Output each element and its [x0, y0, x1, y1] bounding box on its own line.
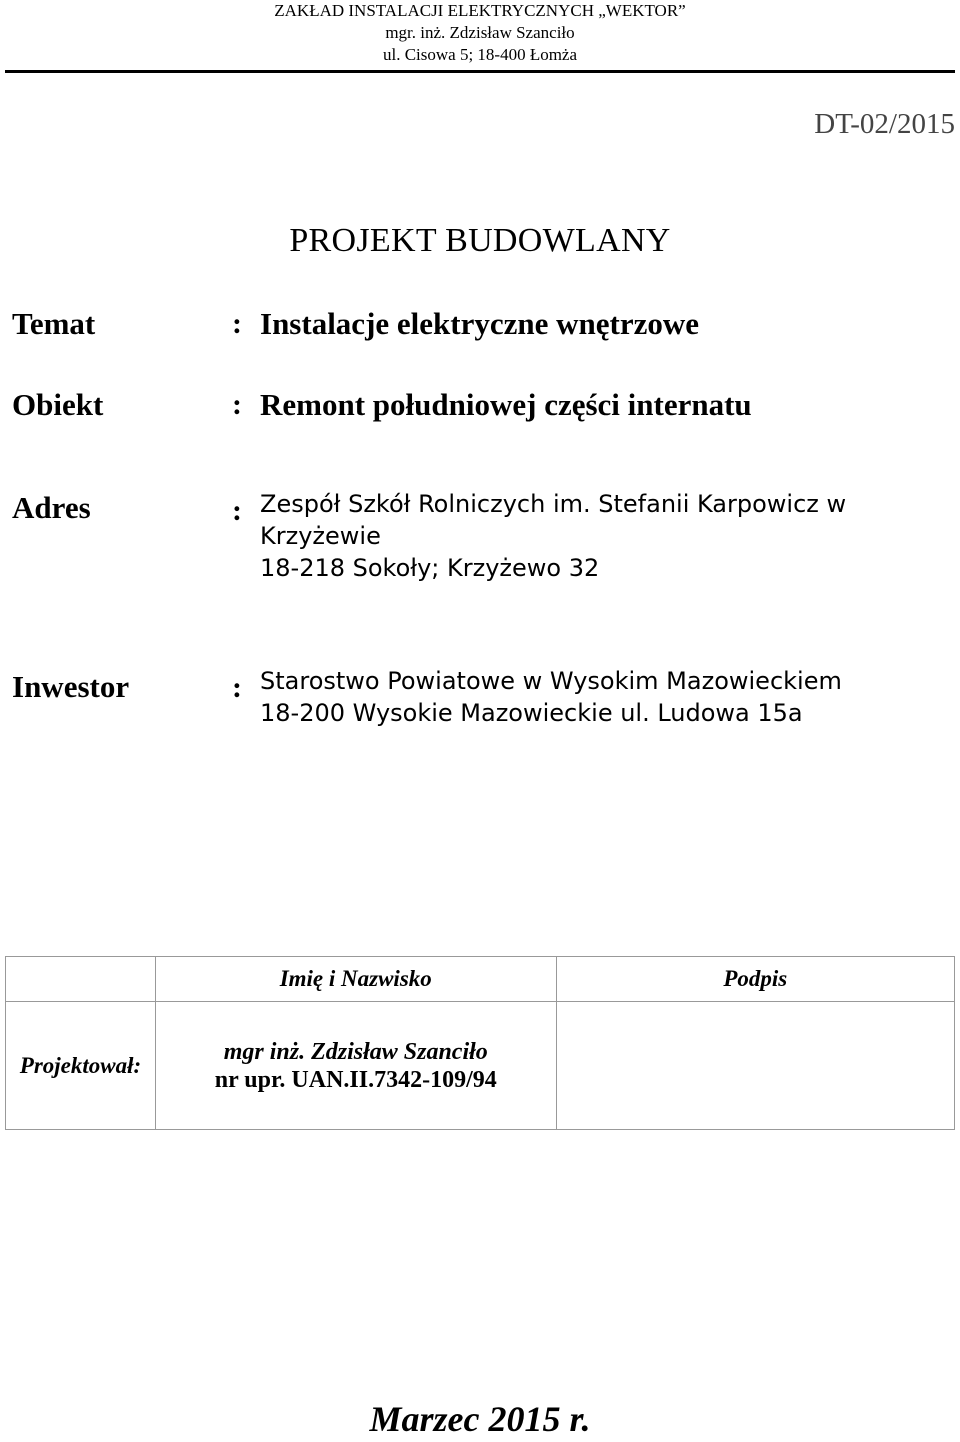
signature-table-row [6, 1002, 955, 1130]
page-title: PROJEKT BUDOWLANY [289, 222, 671, 259]
obiekt-colon: : [232, 388, 242, 421]
document-number: DT-02/2015 [814, 108, 955, 140]
letterhead-company: ZAKŁAD INSTALACJI ELEKTRYCZNYCH „WEKTOR” [274, 1, 686, 20]
obiekt-label: Obiekt [12, 387, 104, 422]
designer-cell [155, 1002, 556, 1130]
designer-name: mgr inż. Zdzisław Szanciło [223, 1038, 488, 1065]
signature-table-corner-cell [6, 957, 156, 1002]
adres-line-3: 18-218 Sokoły; Krzyżewo 32 [260, 554, 600, 582]
letterhead-divider [5, 70, 955, 73]
role-cell: Projektował: [6, 1002, 156, 1130]
temat-colon: : [232, 307, 242, 340]
header-signature-cell: Podpis [556, 957, 954, 1002]
signature-cell [556, 1002, 954, 1130]
adres-label: Adres [12, 490, 91, 525]
inwestor-label: Inwestor [12, 669, 130, 704]
header-name-cell: Imię i Nazwisko [155, 957, 556, 1002]
adres-line-2: Krzyżewie [260, 522, 381, 550]
temat-value: Instalacje elektryczne wnętrzowe [260, 306, 699, 341]
adres-line-1: Zespół Szkół Rolniczych im. Stefanii Karpowicz w [260, 490, 847, 518]
inwestor-line-2: 18-200 Wysokie Mazowieckie ul. Ludowa 15a [260, 699, 803, 727]
adres-colon: : [232, 494, 242, 527]
inwestor-line-1: Starostwo Powiatowe w Wysokim Mazowieckiem [260, 667, 842, 695]
signature-table [5, 956, 955, 1130]
letterhead-address: ul. Cisowa 5; 18-400 Łomża [382, 45, 578, 64]
letterhead-owner: mgr. inż. Zdzisław Szanciło [385, 23, 575, 42]
document-date: Marzec 2015 r. [369, 1399, 591, 1439]
designer-license: nr upr. UAN.II.7342-109/94 [214, 1066, 497, 1093]
temat-label: Temat [12, 306, 96, 341]
inwestor-colon: : [232, 671, 242, 704]
signature-table-header-row [6, 957, 955, 1002]
obiekt-value: Remont południowej części internatu [260, 387, 752, 422]
